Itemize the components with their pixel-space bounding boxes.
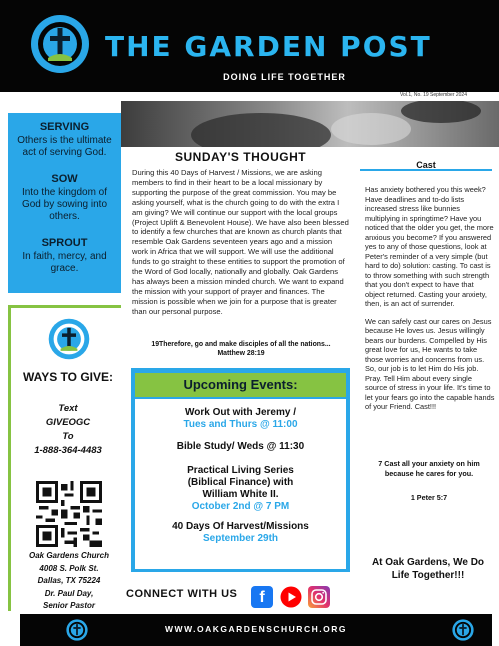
facebook-icon[interactable]: f bbox=[251, 586, 273, 608]
cast-verse-reference: 1 Peter 5:7 bbox=[410, 493, 448, 502]
events-title: Upcoming Events: bbox=[135, 373, 346, 397]
value-heading: SOW bbox=[51, 173, 78, 185]
sunday-thought-body: During this 40 Days of Harvest / Missions, we are asking members to find in their heart to be a local missionary by supporting the purpose of the great commission. You may be asking yourself, what is the church going to do with the extra I am giving? We will continue our support with the local groups (Project Uplift & Benevolent House). We have also been blessed to identify a few churches that are known as church plants that resemble Oak Gardens seventeen years ago and a mission work in Africa that we will support. We will use the additional funds to go straight to these entities to support the promotion of the Word of God locally, nationally and globally. Oak Gardens has always been a mission minded church. We want to expand the mission with your support of prayer and finances. The mission is possible when we join for a purpose that is greater than our personal purpose. bbox=[132, 168, 349, 316]
church-logo-icon bbox=[30, 14, 90, 74]
value-heading: SERVING bbox=[39, 121, 90, 133]
church-logo-icon bbox=[48, 318, 90, 360]
praying-hands-icon bbox=[121, 101, 499, 147]
ways-to-give-title: WAYS TO GIVE: bbox=[22, 370, 114, 384]
event-time: Tues and Thurs @ 11:00 bbox=[183, 419, 298, 430]
event-name: Bible Study/ Weds @ 11:30 bbox=[176, 441, 305, 452]
cast-verse: 7 Cast all your anxiety on him because he cares for you. bbox=[378, 459, 480, 478]
church-address-block bbox=[14, 550, 124, 613]
text-to-give-info bbox=[18, 402, 118, 458]
church-name: Oak Gardens Church bbox=[28, 551, 110, 560]
event-name: Practical Living Series (Biblical Finance) with William White II. bbox=[187, 465, 294, 500]
verse-reference: Matthew 28:19 bbox=[217, 350, 265, 357]
cast-article bbox=[365, 185, 495, 420]
event-name: 40 Days Of Harvest/Missions bbox=[172, 521, 309, 532]
cast-paragraph: Has anxiety bothered you this week? Have deadlines and to-do lists increased stress like bunnies multiplying in springtime? Have you noticed that the older you get, the more anxious you become? If you answered yes to any of those questions, look at Peter's reminder of a very simple (but hard to do) solution: casting. To cast is to throw something with such strength that you don't expect to have that object returned. Casting your anxiety, then, is an act of surrender. bbox=[365, 185, 494, 308]
church-logo-icon bbox=[452, 619, 474, 641]
event-item bbox=[135, 407, 346, 431]
connect-label: CONNECT WITH US bbox=[126, 588, 238, 600]
cast-paragraph: We can safely cast our cares on Jesus because He loves us. Jesus willingly bears our burdens. Compelled by His great love for us, He wants to take those worries and concerns from us. So, our job is to let Him do His job. Pray. Tell Him about every single source of stress in your life. It's time to let your fears go into the capable hands of your Friend. Cast!!! bbox=[365, 316, 495, 411]
issue-line: Vol.1, No. 19 September 2024 bbox=[400, 92, 467, 98]
sunday-thought-title: SUNDAY'S THOUGHT bbox=[175, 150, 307, 164]
give-phone-number[interactable]: 1-888-364-4483 bbox=[34, 445, 102, 456]
event-name: Work Out with Jeremy / bbox=[185, 407, 296, 418]
praying-hands-photo bbox=[121, 101, 499, 147]
website-link[interactable]: WWW.OAKGARDENSCHURCH.ORG bbox=[165, 624, 347, 634]
masthead-tagline: DOING LIFE TOGETHER bbox=[223, 72, 346, 82]
pastor-title: Senior Pastor bbox=[42, 601, 95, 610]
instagram-icon[interactable] bbox=[308, 586, 330, 608]
qr-code-icon[interactable] bbox=[36, 481, 102, 547]
pastor-name: Dr. Paul Day, bbox=[44, 588, 94, 598]
value-heading: SPROUT bbox=[41, 237, 88, 249]
cast-title: Cast bbox=[416, 160, 436, 170]
event-time: September 29th bbox=[202, 533, 279, 544]
address-line: 4008 S. Polk St. bbox=[39, 563, 99, 573]
youtube-icon[interactable] bbox=[280, 586, 302, 608]
value-text: In faith, mercy, and grace. bbox=[22, 251, 107, 274]
closing-slogan: At Oak Gardens, We Do Life Together!!! bbox=[371, 557, 485, 581]
value-text: Others is the ultimate act of serving God. bbox=[17, 135, 112, 158]
give-keyword: GIVEOGC bbox=[45, 417, 91, 428]
event-item bbox=[135, 465, 346, 513]
address-line: Dallas, TX 75224 bbox=[37, 576, 101, 585]
masthead-title: THE GARDEN POST bbox=[105, 30, 432, 63]
event-time: October 2nd @ 7 PM bbox=[191, 501, 290, 512]
events-list bbox=[135, 407, 346, 552]
sunday-thought-verse bbox=[132, 340, 350, 358]
value-text: Into the kingdom of God by sowing into others. bbox=[21, 187, 108, 222]
verse-text: 19Therefore, go and make disciples of all the nations... bbox=[151, 341, 331, 348]
event-item bbox=[135, 441, 346, 453]
give-line: To bbox=[62, 431, 74, 442]
event-item bbox=[135, 521, 346, 545]
give-line: Text bbox=[58, 403, 78, 414]
values-sidebar bbox=[8, 113, 121, 293]
